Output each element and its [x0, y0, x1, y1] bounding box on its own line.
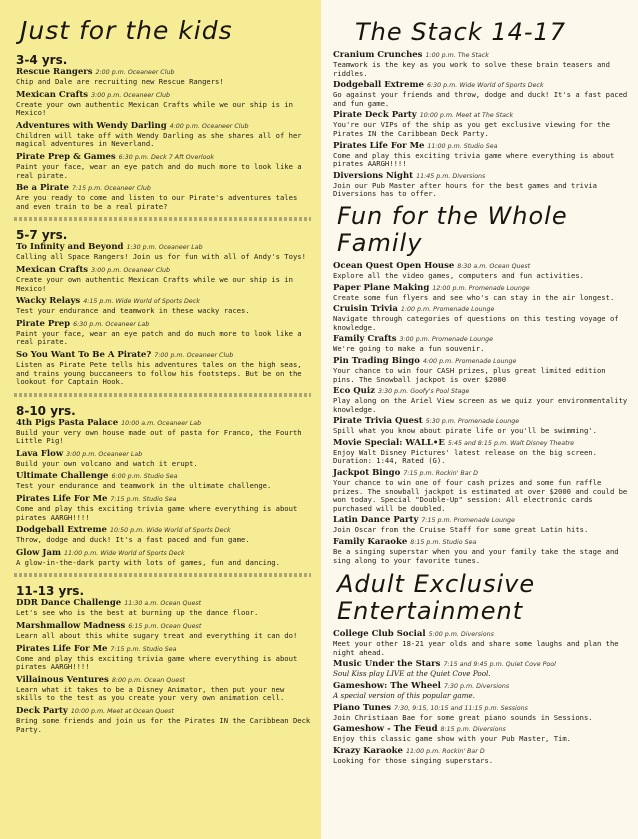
event-time-location: 7:30 p.m. Diversions: [443, 683, 510, 690]
event-name: Mexican Crafts: [16, 89, 89, 100]
event-description: Spill what you know about pirate life or you'll be swimming'.: [333, 426, 597, 436]
event-description: Paint your face, wear an eye patch and do much more to look like a real pirate.: [16, 328, 302, 347]
event-name: Movie Special: WALL•E: [333, 437, 445, 448]
event-description: Create your own authentic Mexican Crafts while we our ship is in Mexico!: [16, 274, 293, 293]
event-item: [16, 675, 311, 703]
event-time-location: 5:30 p.m. Promenade Lounge: [425, 418, 520, 426]
event-description: Listen as Pirate Pete tells his adventures tales on the high seas, and trains young buccaneers to follow his footsteps. But be on the lookout for Captain Hook.: [16, 359, 302, 387]
event-name: Pin Trading Bingo: [333, 355, 420, 366]
event-item: [16, 296, 311, 316]
kids-groups: [14, 53, 311, 734]
event-item: [333, 515, 628, 535]
event-description: Come and play this exciting trivia game where everything is about pirates AARGH!!!!: [16, 504, 298, 522]
event-description: You're our VIPs of the ship as you get exclusive viewing for the Pirates IN the Caribbean Deck Party.: [333, 120, 610, 138]
event-name: Villainous Ventures: [16, 674, 109, 685]
event-item: [16, 548, 311, 568]
event-description: Come and play this exciting trivia game where everything is about pirates AARGH!!!!: [16, 653, 298, 672]
event-description: Come and play this exciting trivia game where everything is about pirates AARGH!!!!: [333, 150, 615, 169]
event-description: A glow-in-the-dark party with lots of games, fun and dancing.: [16, 557, 280, 567]
event-description: Join Christiaan Bae for some great piano sounds in Sessions.: [333, 712, 593, 722]
event-name: Pirate Prep: [16, 318, 71, 329]
event-time-location: 7:15 p.m. Promenade Lounge: [421, 517, 515, 525]
event-item: [333, 334, 628, 354]
event-item: [333, 171, 628, 199]
event-time-location: 6:15 p.m. Ocean Quest: [128, 623, 202, 631]
event-item: [16, 121, 311, 149]
event-description: We're going to make a fun souvenir.: [333, 344, 485, 354]
kids-section-title: Just for the kids: [20, 16, 233, 45]
event-name: Cranium Crunches: [333, 50, 423, 60]
event-time-location: 5:00 p.m. Diversions: [428, 631, 494, 639]
event-description: Throw, dodge and duck! It's a fast paced and fun game.: [16, 535, 250, 545]
event-time-location: 10:00 a.m. Oceaneer Lab: [121, 419, 202, 427]
event-item: [333, 724, 628, 744]
event-time-location: 11:00 p.m. Rockin' Bar D: [405, 747, 485, 755]
event-time-location: 2:00 p.m. Oceaneer Club: [95, 69, 175, 76]
event-item: [16, 67, 311, 87]
event-description: A special version of this popular game.: [333, 691, 475, 700]
event-name: Pirates Life For Me: [16, 643, 108, 654]
event-item: [333, 537, 628, 565]
event-item: [333, 141, 628, 169]
event-description: Learn what it takes to be a Disney Animator, then put your new skills to the test as you create your very own animation cell.: [16, 684, 285, 703]
event-description: Your chance to win one of four cash prizes and some fun raffle prizes. The snowball jackpot is estimated at over $2000 and could be won today. Special "Double-Up" session: All electronic cards purchased will be doubled.: [333, 478, 628, 513]
event-time-location: 4:00 p.m. Promenade Lounge: [422, 357, 517, 365]
event-description: Explore all the video games, computers and fun activities.: [333, 270, 584, 280]
event-item: [16, 90, 311, 118]
event-item: [16, 449, 311, 469]
event-name: Be a Pirate: [16, 183, 69, 194]
event-time-location: 7:15 p.m. Rockin' Bar D: [403, 470, 479, 478]
event-item: [333, 416, 628, 436]
event-time-location: 8:00 p.m. Ocean Quest: [111, 676, 185, 684]
event-item: [333, 50, 628, 78]
event-description: Your chance to win four CASH prizes, plus great limited edition pins. The Snowball jackpot is over $2000: [333, 365, 606, 384]
event-description: Create your own authentic Mexican Crafts while we our ship is in Mexico!: [16, 99, 293, 118]
family-events: [333, 261, 628, 565]
event-item: [333, 659, 628, 679]
event-time-location: 8:15 p.m. Studio Sea: [410, 539, 477, 547]
event-time-location: 1:00 p.m. Promenade Lounge: [400, 306, 495, 314]
event-description: Soul Kiss play LIVE at the Quiet Cove Pool.: [333, 669, 491, 679]
event-name: Family Crafts: [333, 334, 397, 345]
event-time-location: 7:15 p.m. Oceaneer Club: [71, 185, 151, 193]
event-name: So You Want To Be A Pirate?: [16, 349, 152, 360]
event-name: Gameshow: The Wheel: [333, 681, 441, 691]
event-time-location: 8:15 p.m. Diversions: [440, 726, 506, 734]
event-description: Build your very own house made out of pasta for Franco, the Fourth Little Pig!: [16, 427, 302, 446]
event-item: [333, 746, 628, 766]
event-name: Ultimate Challenge: [16, 471, 109, 482]
event-header: [333, 141, 628, 152]
event-time-location: 3:30 p.m. Goofy's Pool Stage: [377, 388, 470, 396]
event-name: Pirate Deck Party: [333, 110, 417, 121]
event-name: Piano Tunes: [333, 702, 392, 713]
event-description: Calling all Space Rangers! Join us for fun with all of Andy's Toys!: [16, 252, 306, 262]
stack-events: [333, 50, 628, 199]
event-description: Looking for those singing superstars.: [333, 755, 494, 765]
event-name: Mexican Crafts: [16, 264, 89, 275]
event-item: [333, 681, 628, 701]
event-header: [16, 90, 311, 101]
event-item: [333, 386, 628, 414]
event-description: Chip and Dale are recruiting new Rescue Rangers!: [16, 77, 224, 86]
event-name: Dodgeball Extreme: [333, 80, 424, 91]
family-section-title: Fun for the Whole Family: [337, 201, 568, 257]
event-item: [16, 418, 311, 446]
section-divider: [14, 217, 311, 221]
event-item: [16, 525, 311, 545]
age-group-heading: 5-7 yrs.: [16, 228, 68, 243]
age-group-heading: 8-10 yrs.: [16, 403, 76, 418]
event-item: [16, 494, 311, 522]
event-time-location: 6:30 p.m. Deck 7 Aft Overlook: [118, 153, 215, 161]
age-group-heading: 11-13 yrs.: [16, 584, 84, 599]
event-description: Meet your other 18-21 year olds and share some laughs and plan the night ahead.: [333, 639, 619, 657]
event-item: [16, 621, 311, 641]
event-description: Play along on the Ariel View screen as we quiz your environmentality knowledge.: [333, 396, 628, 414]
event-item: [333, 80, 628, 108]
event-description: Teamwork is the key as you work to solve these brain teasers and riddles.: [333, 60, 610, 78]
event-name: Latin Dance Party: [333, 515, 419, 526]
event-time-location: 12:00 p.m. Promenade Lounge: [432, 284, 530, 292]
event-item: [16, 471, 311, 491]
event-item: [16, 706, 311, 734]
event-name: Dodgeball Extreme: [16, 525, 107, 536]
event-time-location: 1:00 p.m. The Stack: [425, 52, 489, 59]
stack-section-title: The Stack 14-17: [355, 18, 567, 46]
event-item: [333, 261, 628, 281]
event-name: Jackpot Bingo: [333, 468, 401, 479]
event-description: Test your endurance and teamwork in these wacky races.: [16, 306, 250, 316]
event-name: Wacky Relays: [16, 296, 81, 307]
event-description: Navigate through categories of questions on this testing voyage of knowledge.: [333, 314, 619, 332]
section-divider: [14, 393, 311, 397]
event-item: [16, 183, 311, 211]
event-time-location: 11:00 p.m. Studio Sea: [427, 142, 498, 150]
event-time-location: 6:30 p.m. Wide World of Sports Deck: [426, 82, 544, 90]
event-item: [16, 242, 311, 262]
event-name: Diversions Night: [333, 170, 414, 181]
event-time-location: 8:30 a.m. Ocean Quest: [457, 262, 531, 270]
event-name: Lava Flow: [16, 448, 64, 459]
event-item: [333, 438, 628, 466]
adult-title-line2: Entertainment: [337, 597, 524, 626]
event-header: [16, 644, 311, 655]
event-item: [16, 152, 311, 180]
event-item: [16, 644, 311, 672]
event-time-location: 3:00 p.m. Oceaneer Club: [91, 266, 170, 274]
event-name: Marshmallow Madness: [16, 621, 126, 632]
event-item: [333, 304, 628, 332]
event-name: Deck Party: [16, 706, 68, 716]
event-description: Be a singing superstar when you and your family take the stage and sing along to your favorite tunes.: [333, 547, 619, 565]
event-time-location: 1:30 p.m. Oceaneer Lab: [126, 244, 203, 252]
event-time-location: 10:50 p.m. Wide World of Sports Deck: [109, 527, 231, 535]
event-item: [16, 598, 311, 618]
event-name: Glow Jam: [16, 547, 61, 558]
event-time-location: 7:15 p.m. Studio Sea: [110, 496, 177, 504]
event-description: Paint your face, wear an eye patch and do much more to look like a real pirate.: [16, 161, 302, 180]
event-name: Adventures with Wendy Darling: [16, 120, 167, 131]
event-description: Build your own volcano and watch it erupt.: [16, 458, 198, 468]
event-description: Join our Pub Master after hours for the best games and trivia Diversions has to offer.: [333, 180, 597, 199]
event-name: Pirates Life For Me: [16, 494, 108, 505]
event-item: [333, 629, 628, 657]
event-name: Pirate Trivia Quest: [333, 416, 423, 427]
event-name: Music Under the Stars: [333, 659, 441, 670]
event-name: Cruisin Trivia: [333, 304, 398, 315]
event-name: Gameshow - The Feud: [333, 724, 438, 735]
event-name: Eco Quiz: [333, 386, 375, 397]
event-time-location: 6:00 p.m. Studio Sea: [111, 473, 178, 481]
event-time-location: 10:00 p.m. Meet at Ocean Quest: [70, 708, 174, 715]
event-item: [16, 319, 311, 347]
event-time-location: 10:00 p.m. Meet at The Stack: [419, 112, 514, 120]
section-divider: [14, 573, 311, 577]
teens-family-adult-column: [321, 0, 638, 839]
event-name: Ocean Quest Open House: [333, 260, 455, 271]
event-time-location: 4:15 p.m. Wide World of Sports Deck: [83, 298, 200, 306]
event-time-location: 6:30 p.m. Oceaneer Lab: [73, 320, 150, 328]
event-description: Enjoy Walt Disney Pictures' latest release on the big screen. Duration: 1:44, Rated (G).: [333, 447, 597, 466]
event-description: Test your endurance and teamwork in the ultimate challenge.: [16, 481, 272, 491]
event-name: College Club Social: [333, 629, 426, 640]
event-time-location: 4:00 p.m. Oceaneer Club: [169, 122, 249, 130]
event-description: Learn all about this white sugary treat and everything it can do!: [16, 631, 298, 641]
event-time-location: 7:30, 9:15, 10:15 and 11:15 p.m. Sessions: [394, 704, 528, 712]
event-name: Paper Plane Making: [333, 282, 430, 293]
event-item: [333, 468, 628, 513]
adult-section-title: [337, 571, 628, 625]
event-name: DDR Dance Challenge: [16, 598, 122, 609]
event-time-location: 3:00 p.m. Oceaneer Club: [91, 91, 170, 99]
event-description: Join Oscar from the Cruise Staff for some great Latin hits.: [333, 525, 589, 535]
event-description: Bring some friends and join us for the Pirates IN the Caribbean Deck Party.: [16, 716, 311, 734]
event-header: [333, 283, 628, 294]
event-time-location: 5:45 and 8:15 p.m. Walt Disney Theatre: [447, 439, 575, 447]
event-description: Are you ready to come and listen to our Pirate's adventures tales and even train to be a real pirate?: [16, 193, 298, 211]
event-description: Let's see who is the best at burning up the dance floor.: [16, 608, 259, 618]
event-name: Krazy Karaoke: [333, 745, 403, 756]
event-name: Rescue Rangers: [16, 67, 93, 77]
event-description: Go against your friends and throw, dodge and duck! It's a fast paced and fun game.: [333, 90, 628, 108]
event-item: [333, 703, 628, 723]
event-time-location: 3:00 p.m. Promenade Lounge: [399, 336, 494, 344]
event-item: [333, 356, 628, 384]
event-time-location: 7:00 p.m. Oceaneer Club: [154, 351, 234, 359]
event-name: Pirate Prep & Games: [16, 151, 116, 162]
event-item: [16, 350, 311, 387]
event-description: Create some fun flyers and see who's can stay in the air longest.: [333, 292, 615, 302]
event-header: [333, 703, 628, 714]
event-item: [333, 283, 628, 303]
adult-title-line1: Adult Exclusive: [337, 570, 536, 599]
event-time-location: 3:00 p.m. Oceaneer Lab: [66, 450, 143, 458]
event-item: [16, 265, 311, 293]
event-name: To Infinity and Beyond: [16, 242, 124, 253]
event-name: Pirates Life For Me: [333, 140, 425, 151]
event-time-location: 11:30 a.m. Ocean Quest: [124, 600, 202, 608]
event-description: Children will take off with Wendy Darling as she shares all of her magical adventures in Neverland.: [16, 130, 302, 149]
event-name: 4th Pigs Pasta Palace: [16, 417, 119, 428]
event-time-location: 11:45 p.m. Diversions: [416, 172, 486, 180]
event-time-location: 7:15 and 9:45 p.m. Quiet Cove Pool: [443, 661, 556, 669]
event-time-location: 11:00 p.m. Wide World of Sports Deck: [63, 549, 185, 557]
age-group-heading: 3-4 yrs.: [16, 53, 68, 67]
event-time-location: 7:15 p.m. Studio Sea: [110, 645, 177, 653]
event-description: Enjoy this classic game show with your Pub Master, Tim.: [333, 734, 571, 744]
adult-events: [333, 629, 628, 765]
event-item: [333, 110, 628, 138]
event-name: Family Karaoke: [333, 537, 408, 548]
